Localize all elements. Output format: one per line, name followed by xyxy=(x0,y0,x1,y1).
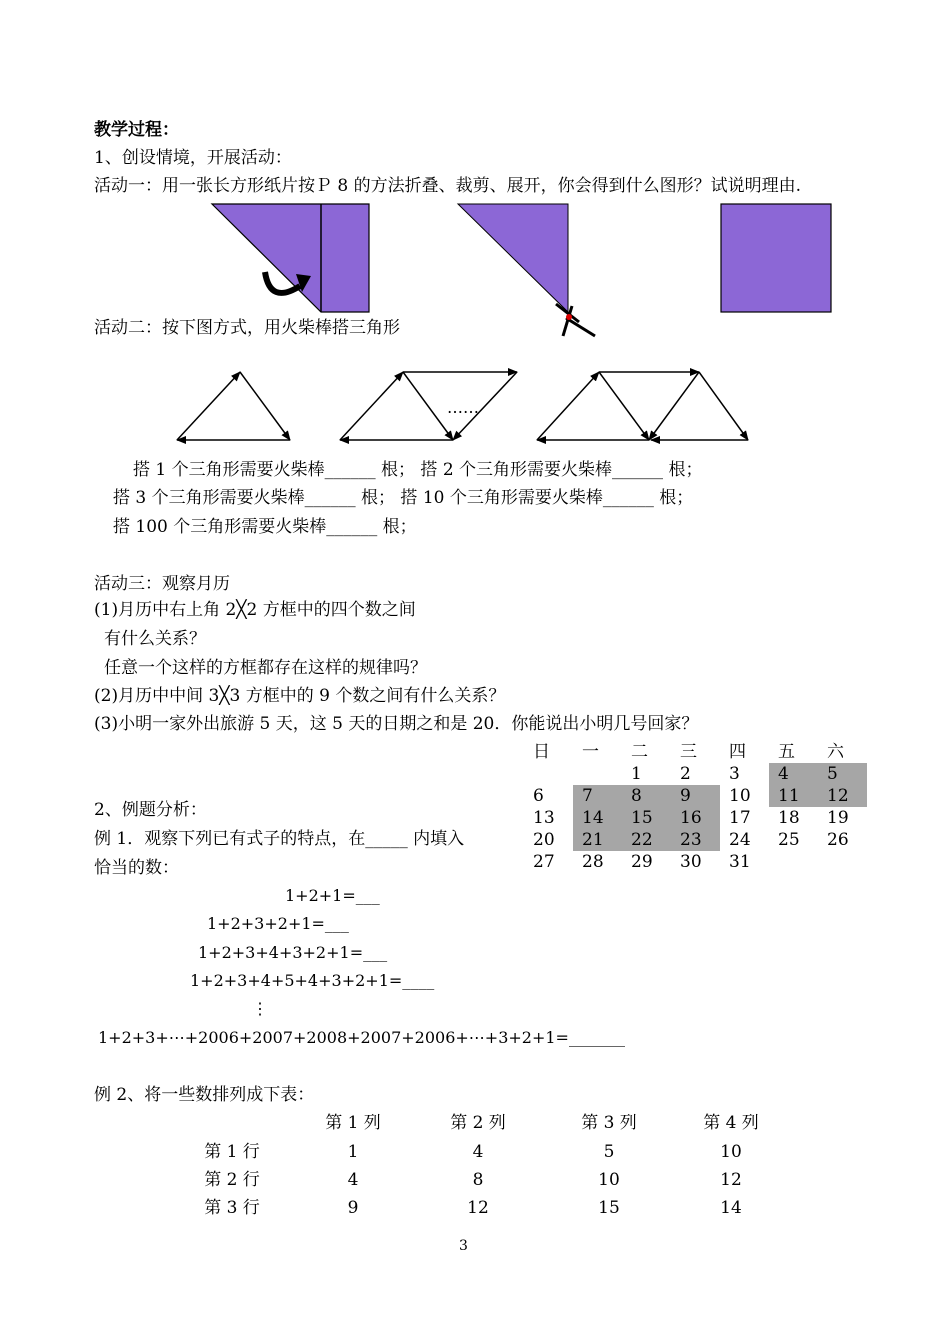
activity-3-q1c: 任意一个这样的方框都存在这样的规律吗？ xyxy=(104,658,427,678)
calendar-day-highlighted: 12 xyxy=(818,785,867,807)
example-1-text-cont: 恰当的数： xyxy=(94,858,179,878)
equation-4: 1+2+3+4+5+4+3+2+1=____ xyxy=(190,971,435,990)
calendar-header: 日 xyxy=(533,742,550,762)
calendar-day: 18 xyxy=(778,808,800,828)
calendar-day: 6 xyxy=(533,786,544,806)
calendar-day-highlighted: 7 xyxy=(573,785,622,807)
calendar-day: 24 xyxy=(729,830,751,850)
calendar-day: 17 xyxy=(729,808,751,828)
calendar-day: 27 xyxy=(533,852,555,872)
table-cell: 8 xyxy=(472,1170,484,1190)
calendar-day-highlighted: 15 xyxy=(622,807,671,829)
calendar-day-highlighted: 14 xyxy=(573,807,622,829)
calendar-day-highlighted: 8 xyxy=(622,785,671,807)
activity-2-text: 活动二：按下图方式，用火柴棒搭三角形 xyxy=(94,318,400,338)
calendar-header: 一 xyxy=(582,742,599,762)
section-1-title: 1、创设情境，开展活动： xyxy=(94,148,292,168)
calendar-day: 28 xyxy=(582,852,604,872)
table-row-label: 第 3 行 xyxy=(204,1198,260,1218)
calendar-day: 25 xyxy=(778,830,800,850)
equation-5: 1+2+3+⋯+2006+2007+2008+2007+2006+⋯+3+2+1=_______ xyxy=(98,1028,625,1047)
calendar-day-highlighted: 21 xyxy=(573,829,622,851)
example-2-text: 例 2、将一些数排列成下表： xyxy=(94,1085,315,1105)
calendar-day-highlighted: 22 xyxy=(622,829,671,851)
table-cell: 10 xyxy=(598,1170,620,1190)
calendar-day: 26 xyxy=(827,830,849,850)
calendar-header: 三 xyxy=(680,742,697,762)
calendar-day-highlighted: 16 xyxy=(671,807,720,829)
table-cell: 12 xyxy=(467,1198,489,1218)
question-line-2: 搭 3 个三角形需要火柴棒______ 根； 搭 10 个三角形需要火柴棒______ 根； xyxy=(113,488,694,508)
equation-2: 1+2+3+2+1=___ xyxy=(207,914,349,933)
calendar-day-highlighted: 11 xyxy=(769,785,818,807)
question-line-1: 搭 1 个三角形需要火柴棒______ 根； 搭 2 个三角形需要火柴棒______ 根； xyxy=(133,460,703,480)
calendar-day: 1 xyxy=(631,764,642,784)
table-cell: 14 xyxy=(720,1198,742,1218)
table-cell: 9 xyxy=(347,1198,359,1218)
section-2-title: 2、例题分析： xyxy=(94,800,207,820)
calendar-day: 2 xyxy=(680,764,691,784)
example-1-text: 例 1．观察下列已有式子的特点，在_____ 内填入 xyxy=(94,829,465,849)
calendar-header: 六 xyxy=(827,742,844,762)
calendar-day: 20 xyxy=(533,830,555,850)
calendar-day: 19 xyxy=(827,808,849,828)
calendar-day: 3 xyxy=(729,764,740,784)
activity-3-q3: (3)小明一家外出旅游 5 天，这 5 天的日期之和是 20．你能说出小明几号回家？ xyxy=(94,714,699,734)
calendar-day: 31 xyxy=(729,852,751,872)
calendar-day-highlighted: 5 xyxy=(818,763,867,785)
table-col-header: 第 2 列 xyxy=(450,1113,506,1133)
calendar-header: 四 xyxy=(729,742,746,762)
table-cell: 10 xyxy=(720,1142,742,1162)
calendar-day-highlighted: 9 xyxy=(671,785,720,807)
activity-3-q1b: 有什么关系？ xyxy=(104,629,206,649)
table-row-label: 第 2 行 xyxy=(204,1170,260,1190)
calendar-day: 29 xyxy=(631,852,653,872)
table-col-header: 第 3 列 xyxy=(581,1113,637,1133)
activity-1-text: 活动一：用一张长方形纸片按Ｐ 8 的方法折叠、裁剪、展开，你会得到什么图形？试说明理由. xyxy=(94,176,802,196)
calendar-header: 五 xyxy=(778,742,795,762)
calendar-day: 30 xyxy=(680,852,702,872)
calendar-day-highlighted: 23 xyxy=(671,829,720,851)
calendar-day: 10 xyxy=(729,786,751,806)
activity-3-title: 活动三：观察月历 xyxy=(94,574,230,594)
page-number: 3 xyxy=(459,1238,468,1254)
table-col-header: 第 4 列 xyxy=(703,1113,759,1133)
table-cell: 12 xyxy=(720,1170,742,1190)
section-heading: 教学过程： xyxy=(94,120,179,140)
activity-3-q2: (2)月历中中间 3╳3 方框中的 9 个数之间有什么关系？ xyxy=(94,686,506,706)
calendar-day-highlighted: 4 xyxy=(769,763,818,785)
calendar-header: 二 xyxy=(631,742,648,762)
table-row-label: 第 1 行 xyxy=(204,1142,260,1162)
table-cell: 4 xyxy=(347,1170,359,1190)
calendar-day: 13 xyxy=(533,808,555,828)
activity-3-q1: (1)月历中右上角 2╳2 方框中的四个数之间 xyxy=(94,600,416,620)
equation-1: 1+2+1=___ xyxy=(285,886,380,905)
vertical-ellipsis: ⋮ xyxy=(252,999,268,1018)
table-cell: 4 xyxy=(472,1142,484,1162)
table-cell: 5 xyxy=(603,1142,615,1162)
table-col-header: 第 1 列 xyxy=(325,1113,381,1133)
ellipsis-dots: …… xyxy=(447,398,479,417)
equation-3: 1+2+3+4+3+2+1=___ xyxy=(198,943,388,962)
table-cell: 1 xyxy=(347,1142,359,1162)
table-cell: 15 xyxy=(598,1198,620,1218)
question-line-3: 搭 100 个三角形需要火柴棒______ 根； xyxy=(113,517,417,537)
